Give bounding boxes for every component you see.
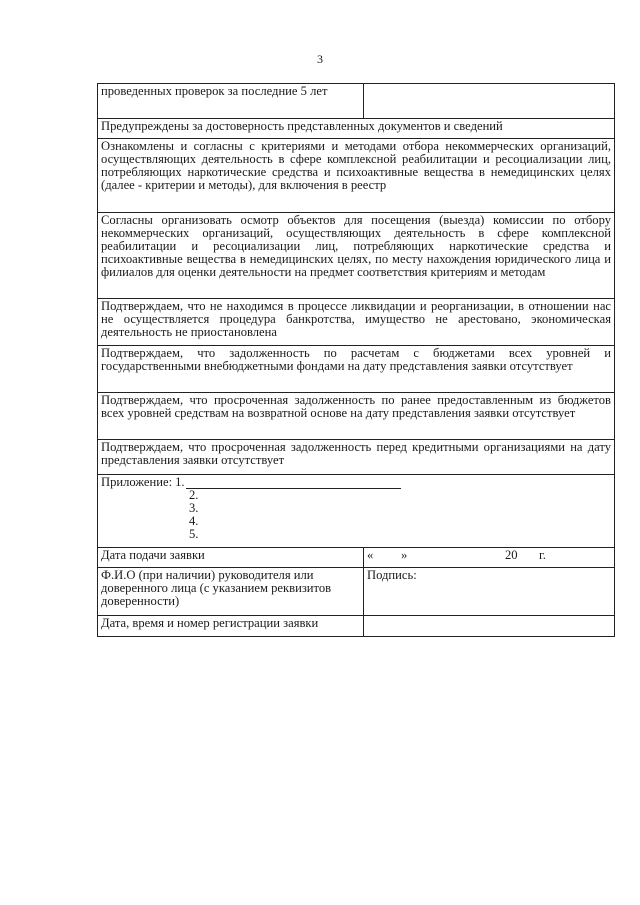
date-open-quote: « [367, 548, 374, 562]
registration-label: Дата, время и номер регистрации заявки [98, 616, 364, 637]
attachment-item-3: 3. [189, 501, 199, 515]
submission-date-label: Дата подачи заявки [98, 548, 364, 568]
signatory-label: Ф.И.О (при наличии) руководителя или доверенного лица (с указанием реквизитов доверенности) [98, 568, 364, 616]
table-row [98, 616, 615, 637]
date-close-quote: » [401, 548, 408, 562]
attachment-line-1[interactable] [186, 478, 401, 489]
table-row [98, 139, 615, 213]
date-year-prefix: 20 [505, 548, 518, 562]
attachment-item-1: 1. [175, 475, 185, 489]
table-row [98, 568, 615, 616]
table-row [98, 393, 615, 440]
table-row [98, 475, 615, 548]
statement-inspection: Согласны организовать осмотр объектов для посещения (выезда) комиссии по отбору некоммерческих организаций, осуществляющих деятельность в сфере комплексной реабилитации и ресоциализации лиц, потребляющих наркотические средства и психоактивные вещества в немедицинских целях, по месту нахождения юридического лица и филиалов для оценки деятельности на предмет соответствия критериям и методам [98, 213, 615, 299]
table-row [98, 346, 615, 393]
application-form-table [97, 83, 615, 637]
attachment-item-5: 5. [189, 527, 199, 541]
statement-liquidation: Подтверждаем, что не находимся в процессе ликвидации и реорганизации, в отношении нас не осуществляется процедура банкротства, имущество не арестовано, экономическая деятельность не приостановлена [98, 299, 615, 346]
table-row [98, 299, 615, 346]
attachments-label: Приложение: [101, 475, 173, 489]
statement-criteria: Ознакомлены и согласны с критериями и методами отбора некоммерческих организаций, осуществляющих деятельность в сфере комплексной реабилитации и ресоциализации лиц, потребляющих наркотические средства и психоактивные вещества в немедицинских целях (далее - критерии и методы), для включения в реестр [98, 139, 615, 213]
statement-overdue-debt: Подтверждаем, что просроченная задолженность по ранее предоставленным из бюджетов всех уровней средствам на возвратной основе на дату представления заявки отсутствует [98, 393, 615, 440]
signature-field[interactable]: Подпись: [364, 568, 615, 616]
date-year-suffix: г. [539, 548, 546, 562]
table-row [98, 548, 615, 568]
table-row [98, 119, 615, 139]
inspections-label: проведенных проверок за последние 5 лет [98, 84, 364, 119]
submission-date-field[interactable] [364, 548, 615, 568]
attachment-item-2: 2. [189, 488, 199, 502]
statement-budget-debt: Подтверждаем, что задолженность по расчетам с бюджетами всех уровней и государственными внебюджетными фондами на дату представления заявки отсутствует [98, 346, 615, 393]
table-row [98, 213, 615, 299]
table-row [98, 440, 615, 475]
registration-value[interactable] [364, 616, 615, 637]
table-row [98, 84, 615, 119]
inspections-value[interactable] [364, 84, 615, 119]
attachment-item-4: 4. [189, 514, 199, 528]
attachments-cell [98, 475, 615, 548]
statement-credit-debt: Подтверждаем, что просроченная задолженность перед кредитными организациями на дату представления заявки отсутствует [98, 440, 615, 475]
statement-warned: Предупреждены за достоверность представленных документов и сведений [98, 119, 615, 139]
page-number: 3 [317, 52, 323, 66]
